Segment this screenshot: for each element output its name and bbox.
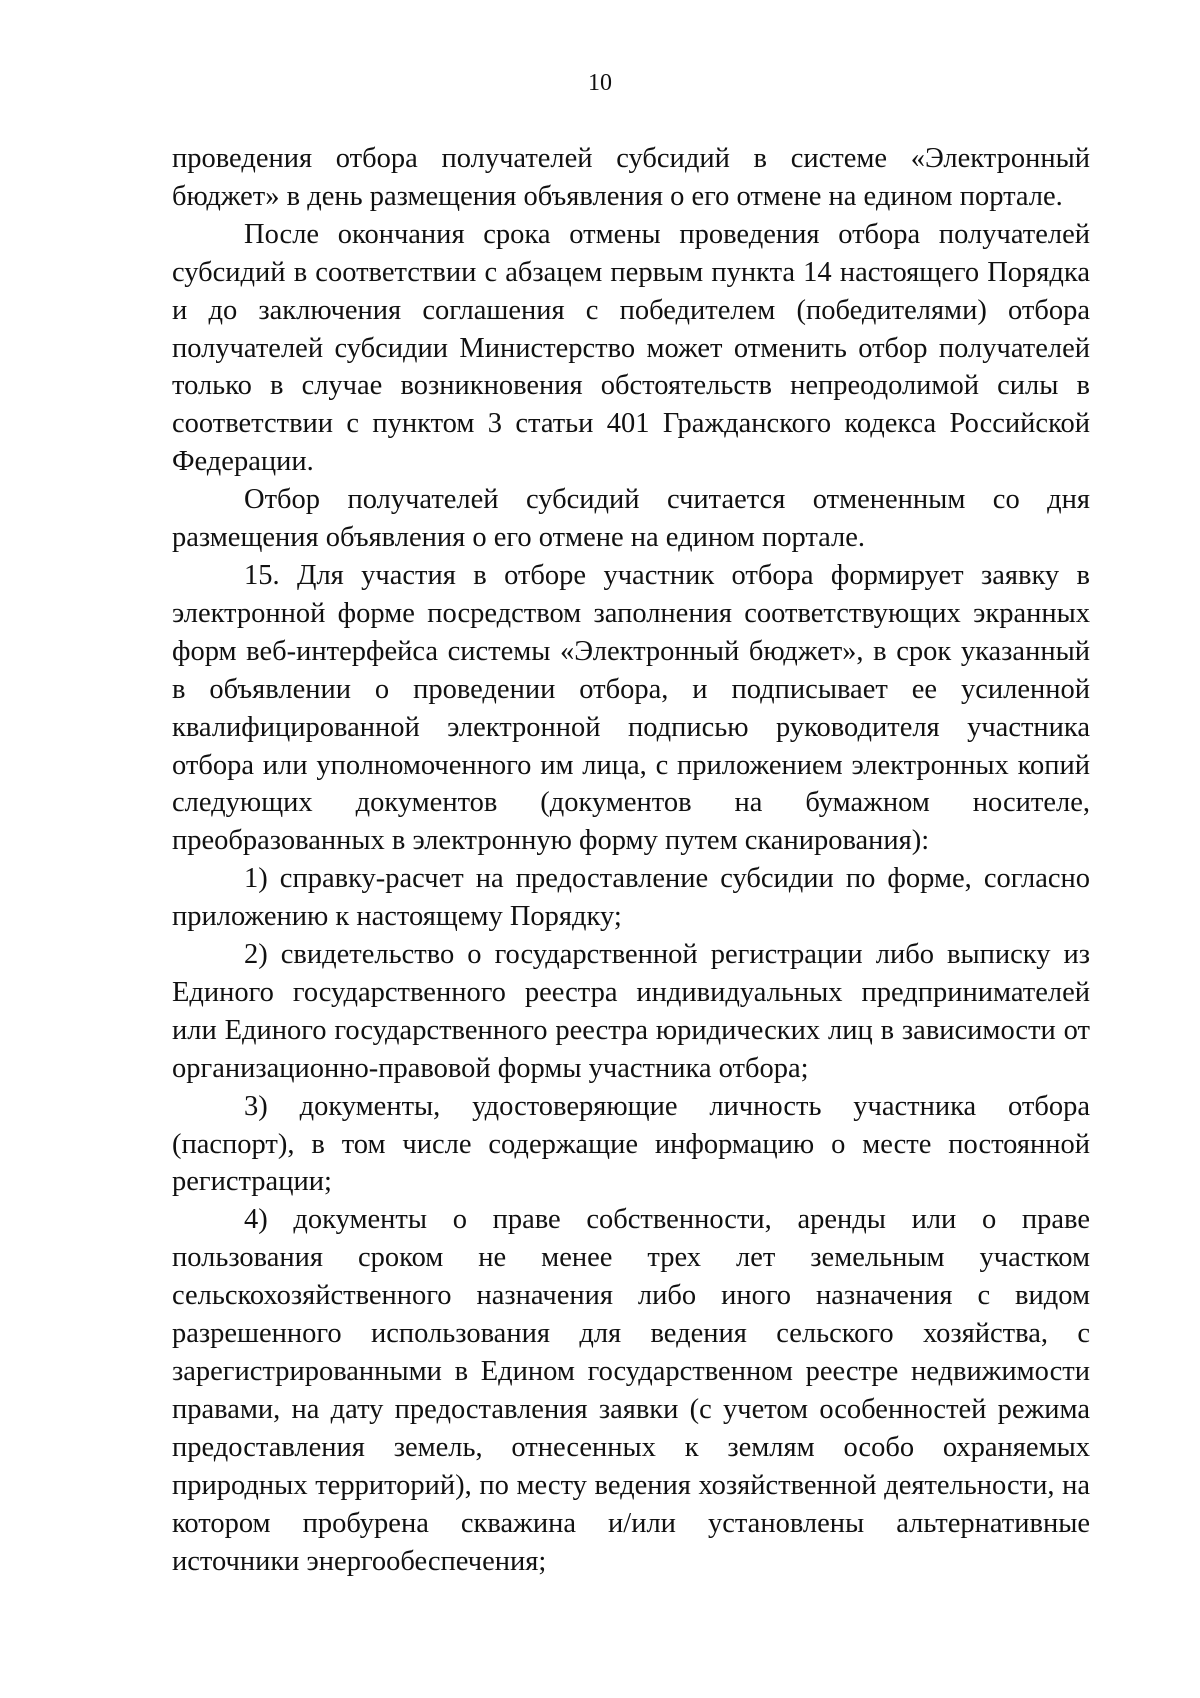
paragraph-cancellation-terms: После окончания срока отмены проведения отбора получателей субсидий в соответствии с абзацем первым пункта 14 настоящего Порядка и до заключения соглашения с победителем (победителями) отбора получателей субсидии Министерство может отменить отбор получателей только в случае возникновения обстоятельств непреодолимой силы в соответствии с пунктом 3 статьи 401 Гражданского кодекса Российской Федерации. <box>172 218 1090 478</box>
list-item-2: 2) свидетельство о государственной регистрации либо выписку из Единого государственного реестра индивидуальных предпринимателей или Единого государственного реестра юридических лиц в зависимости от организационно-правовой формы участника отбора; <box>172 939 1090 1084</box>
paragraph-selection-cancelled: Отбор получателей субсидий считается отмененным со дня размещения объявления о его отмене на едином портале. <box>172 484 1090 554</box>
list-item-1: 1) справку-расчет на предоставление субсидии по форме, согласно приложению к настоящему Порядку; <box>172 863 1090 933</box>
paragraph-item-15: 15. Для участия в отборе участник отбора формирует заявку в электронной форме посредством заполнения соответствующих экранных форм веб-интерфейса системы «Электронный бюджет», в срок указанный в объявлении о проведении отбора, и подписывает ее усиленной квалифицированной электронной подписью руководителя участника отбора или уполномоченного им лица, с приложением электронных копий следующих документов (документов на бумажном носителе, преобразованных в электронную форму путем сканирования): <box>172 559 1090 857</box>
paragraph-continuation: проведения отбора получателей субсидий в системе «Электронный бюджет» в день размещения объявления о его отмене на едином портале. <box>172 143 1090 212</box>
page-number: 10 <box>588 70 612 96</box>
list-item-4: 4) документы о праве собственности, аренды или о праве пользования сроком не менее трех лет земельным участком сельскохозяйственного назначения либо иного назначения с видом разрешенного использования для ведения сельского хозяйства, с зарегистрированными в Едином государственном реестре недвижимости правами, на дату предоставления заявки (с учетом особенностей режима предоставления земель, отнесенных к землям особо охраняемых природных территорий), по месту ведения хозяйственной деятельности, на котором пробурена скважина и/или установлены альтернативные источники энергообеспечения; <box>172 1204 1090 1577</box>
document-body <box>172 140 1090 1580</box>
list-item-3: 3) документы, удостоверяющие личность участника отбора (паспорт), в том числе содержащие информацию о месте постоянной регистрации; <box>172 1090 1090 1198</box>
